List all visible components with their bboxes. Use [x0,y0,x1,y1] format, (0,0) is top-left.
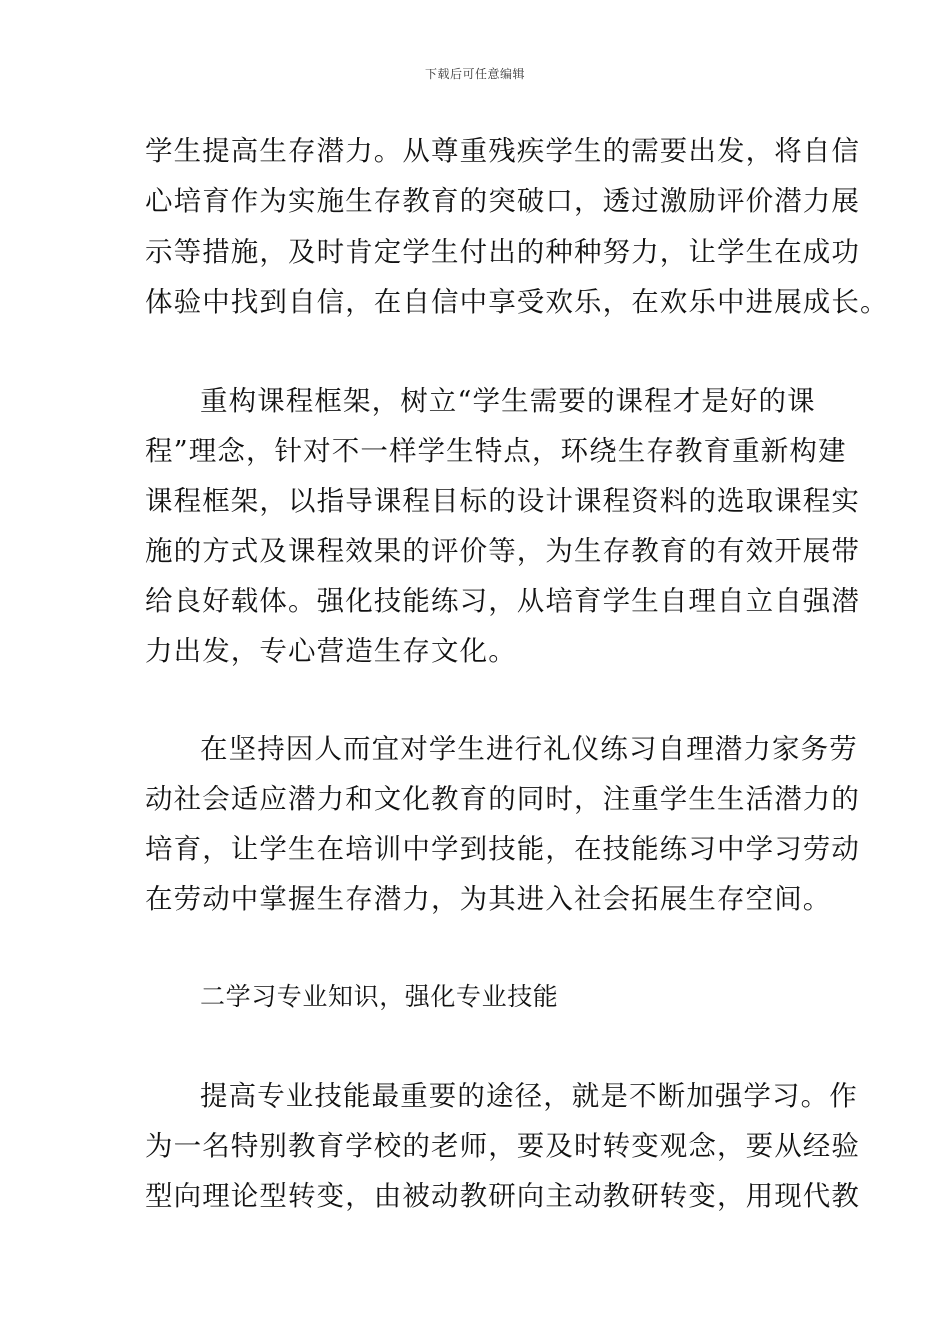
paragraph-line: 示等措施，及时肯定学生付出的种种努力，让学生在成功 [145,236,860,268]
paragraph-line: 动社会适应潜力和文化教育的同时，注重学生生活潜力的 [145,783,860,815]
paragraph-line: 施的方式及课程效果的评价等，为生存教育的有效开展带 [145,535,860,567]
paragraph-line: 给良好载体。强化技能练习，从培育学生自理自立自强潜 [145,585,860,617]
paragraph-line: 程”理念，针对不一样学生特点，环绕生存教育重新构建 [145,435,847,467]
paragraph-line: 在劳动中掌握生存潜力，为其进入社会拓展生存空间。 [145,883,832,915]
paragraph-line: 体验中找到自信，在自信中享受欢乐，在欢乐中进展成长。 [145,286,889,318]
paragraph-line: 心培育作为实施生存教育的突破口，透过激励评价潜力展 [145,185,860,217]
section-heading: 二学习专业知识，强化专业技能 [200,982,559,1011]
header-note: 下载后可任意编辑 [424,67,525,81]
paragraph-line: 在坚持因人而宜对学生进行礼仪练习自理潜力家务劳 [200,733,858,765]
paragraph-line: 力出发，专心营造生存文化。 [145,635,517,667]
paragraph-line: 学生提高生存潜力。从尊重残疾学生的需要出发，将自信 [145,135,860,167]
paragraph-line: 重构课程框架，树立“学生需要的课程才是好的课 [200,385,816,417]
paragraph-line: 培育，让学生在培训中学到技能，在技能练习中学习劳动 [145,833,860,865]
paragraph-line: 为一名特别教育学校的老师，要及时转变观念，要从经验 [145,1130,860,1162]
paragraph-line: 课程框架，以指导课程目标的设计课程资料的选取课程实 [145,485,860,517]
paragraph-line: 型向理论型转变，由被动教研向主动教研转变，用现代教 [145,1180,860,1212]
paragraph-line: 提高专业技能最重要的途径，就是不断加强学习。作 [200,1080,858,1112]
